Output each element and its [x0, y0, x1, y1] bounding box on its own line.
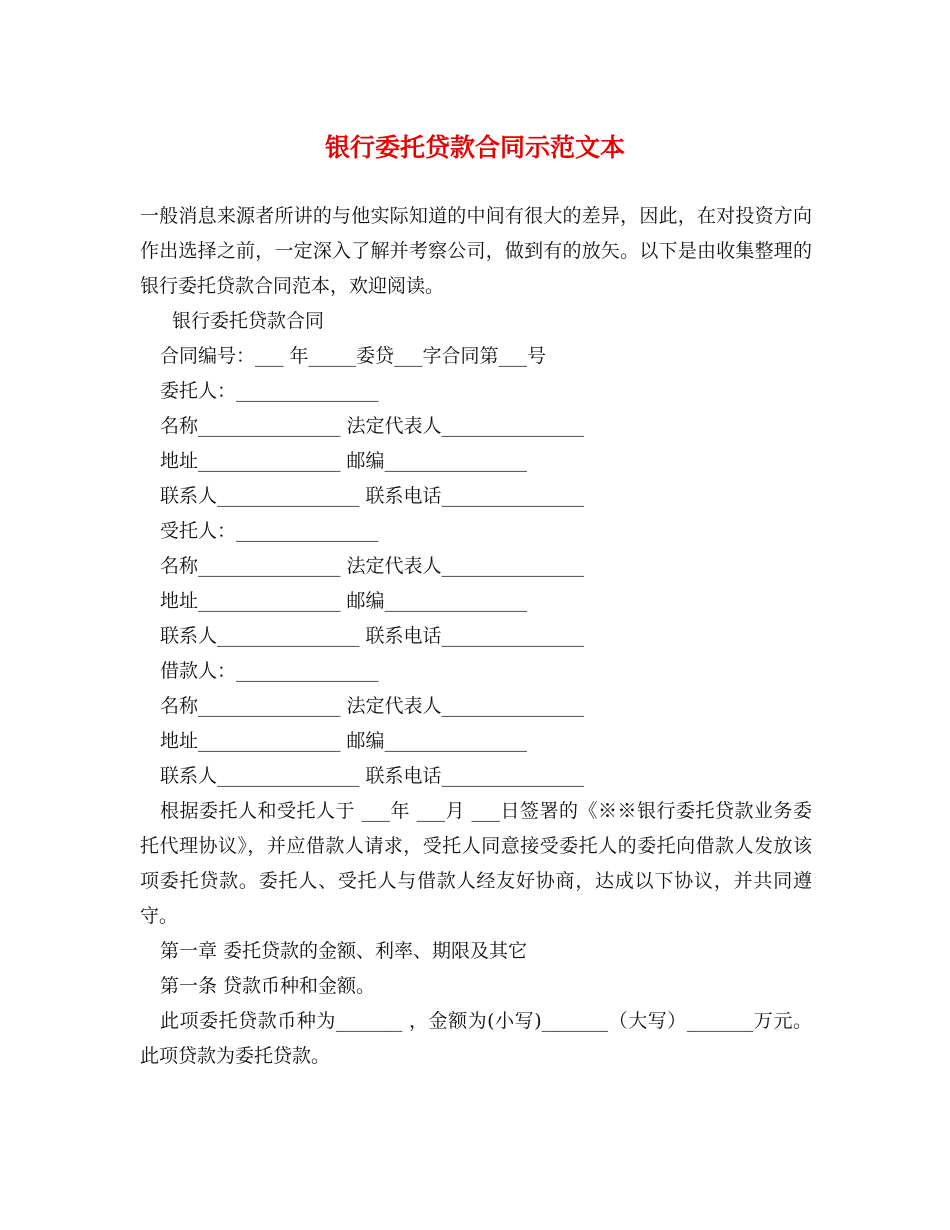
contract-number-line: 合同编号：___ 年_____委贷___字合同第___号: [160, 345, 547, 367]
borrower-heading: 借款人：_______________: [160, 660, 379, 682]
borrower-address-line: 地址_______________ 邮编_______________: [160, 730, 528, 752]
intro-paragraph: 一般消息来源者所讲的与他实际知道的中间有很大的差异，因此，在对投资方向作出选择之前，一定深入了解并考察公司，做到有的放矢。以下是由收集整理的银行委托贷款合同范本，欢迎阅读。: [140, 205, 812, 297]
article-one-text: 此项委托贷款币种为_______ ，金额为(小写)_______（大写）_______万元。此项贷款为委托贷款。: [140, 1010, 812, 1067]
document-title: 银行委托贷款合同示范文本: [324, 133, 625, 162]
document-body: [140, 199, 812, 1074]
basis-paragraph: 根据委托人和受托人于 ___年 ___月 ___日签署的《※※银行委托贷款业务委托代理协议》，并应借款人请求，受托人同意接受委托人的委托向借款人发放该项委托贷款。委托人、受托人与借款人经友好协商，达成以下协议，并共同遵守。: [140, 800, 812, 927]
borrower-name-line: 名称_______________ 法定代表人_______________: [160, 695, 585, 717]
contract-subtitle: 银行委托贷款合同: [172, 310, 325, 332]
trustee-heading: 受托人：_______________: [160, 520, 379, 542]
trustee-name-line: 名称_______________ 法定代表人_______________: [160, 555, 585, 577]
trustee-address-line: 地址_______________ 邮编_______________: [160, 590, 528, 612]
principal-address-line: 地址_______________ 邮编_______________: [160, 450, 528, 472]
borrower-contact-line: 联系人_______________ 联系电话_______________: [160, 765, 585, 787]
principal-name-line: 名称_______________ 法定代表人_______________: [160, 415, 585, 437]
principal-contact-line: 联系人_______________ 联系电话_______________: [160, 485, 585, 507]
principal-heading: 委托人：_______________: [160, 380, 379, 402]
trustee-contact-line: 联系人_______________ 联系电话_______________: [160, 625, 585, 647]
article-one-heading: 第一条 贷款币种和金额。: [160, 975, 376, 997]
chapter-one-heading: 第一章 委托贷款的金额、利率、期限及其它: [160, 940, 528, 962]
